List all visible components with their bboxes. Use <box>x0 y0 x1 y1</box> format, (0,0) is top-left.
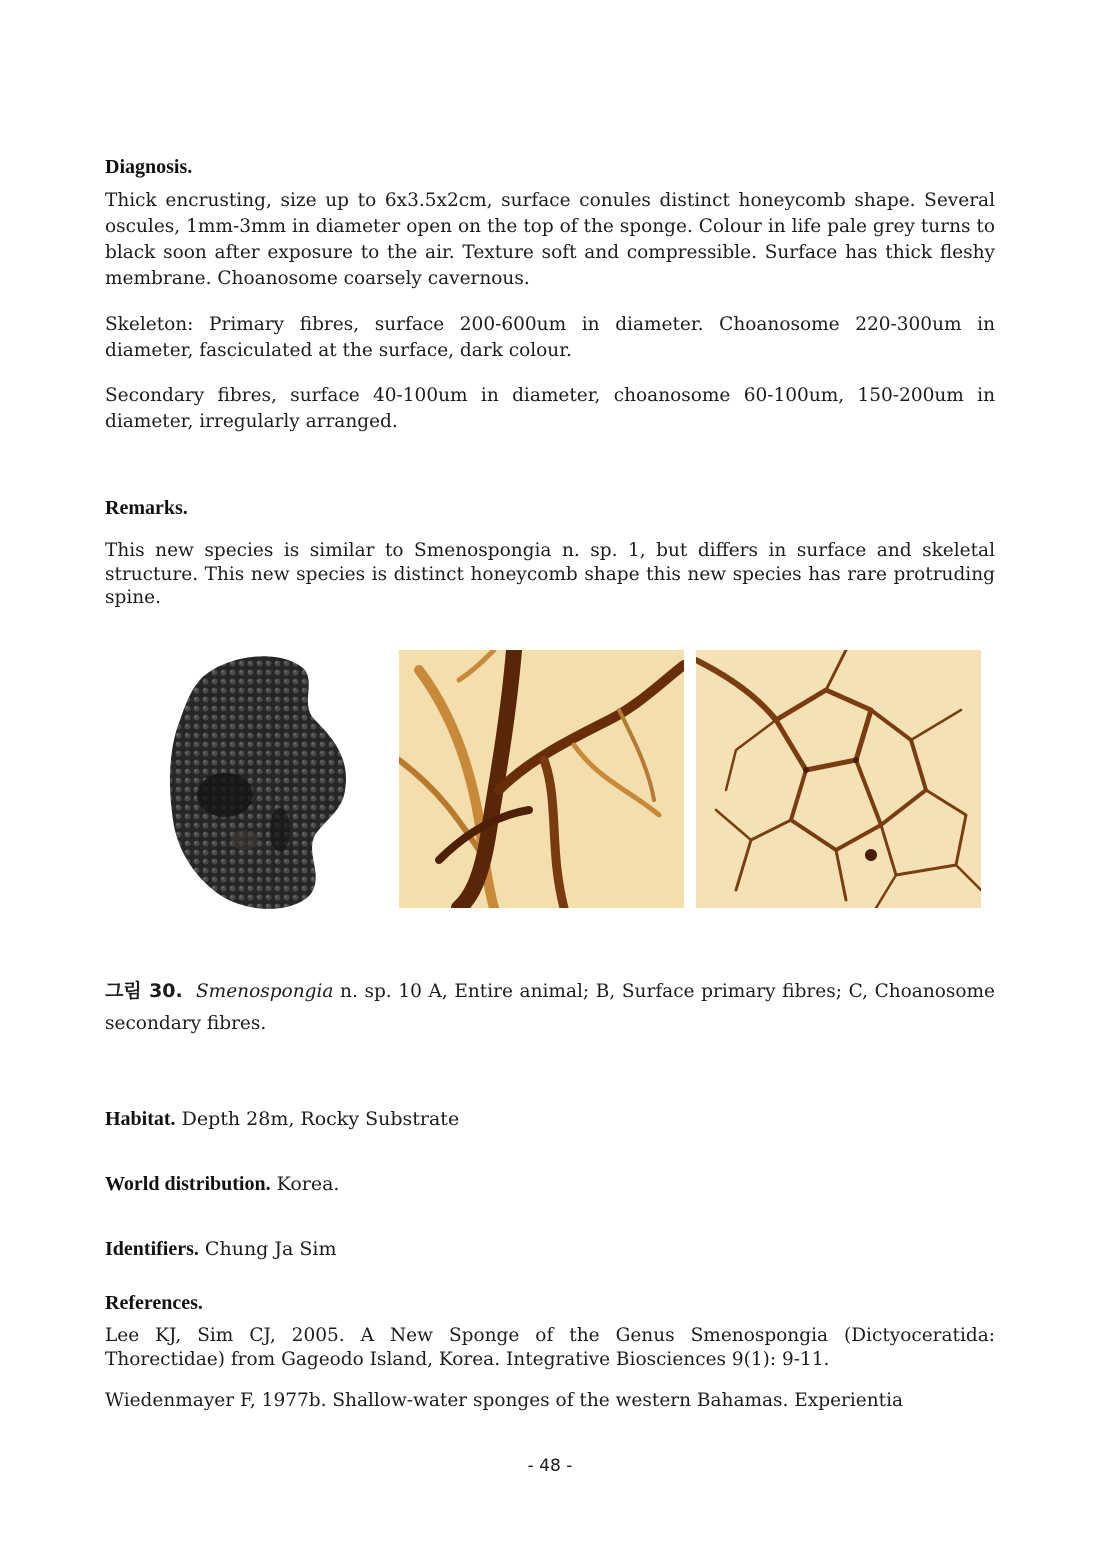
secondary-fibres-photo <box>696 650 981 908</box>
habitat-text: Depth 28m, Rocky Substrate <box>175 1108 460 1130</box>
figure-panel-a-entire-animal <box>165 650 357 915</box>
reference-lee-sim-2005: Lee KJ, Sim CJ, 2005. A New Sponge of the Genus Smenospongia (Dictyoceratida: Thorectidae) from Gageodo Island, Korea. Integrative Biosciences 9(1): 9-11. <box>105 1325 995 1370</box>
distribution-line <box>105 1173 339 1196</box>
diagnosis-heading: Diagnosis. <box>105 156 193 178</box>
primary-fibres-photo <box>399 650 684 908</box>
distribution-label: World distribution. <box>105 1173 271 1195</box>
distribution-text: Korea. <box>270 1173 340 1195</box>
page-number: - 48 - <box>527 1456 573 1476</box>
habitat-label: Habitat. <box>105 1108 176 1130</box>
figure-label: 그림 30. <box>105 980 183 1002</box>
identifiers-label: Identifiers. <box>105 1238 199 1260</box>
figure-genus: Smenospongia <box>196 981 334 1002</box>
identifiers-line <box>105 1238 336 1261</box>
remarks-heading: Remarks. <box>105 497 188 519</box>
diagnosis-paragraph: Thick encrusting, size up to 6x3.5x2cm, surface conules distinct honeycomb shape. Several oscules, 1mm-3mm in diameter open on the top of the sponge. Colour in life pale grey turns to black soon after exposure to the air. Texture soft and compressible. Surface has thick fleshy membrane. Choanosome coarsely cavernous. <box>105 190 995 289</box>
sponge-photo <box>165 650 357 915</box>
habitat-line <box>105 1108 459 1131</box>
figure-panel-b-primary-fibres <box>399 650 684 908</box>
secondary-fibres-paragraph: Secondary fibres, surface 40-100um in diameter, choanosome 60-100um, 150-200um in diameter, irregularly arranged. <box>105 385 995 432</box>
figure-caption-text: n. sp. 10 A, Entire animal; B, Surface primary fibres; C, Choanosome secondary fibres. <box>105 981 995 1034</box>
remarks-paragraph: This new species is similar to Smenospongia n. sp. 1, but differs in surface and skeletal structure. This new species is distinct honeycomb shape this new species has rare protruding spine. <box>105 540 995 608</box>
skeleton-paragraph: Skeleton: Primary fibres, surface 200-600um in diameter. Choanosome 220-300um in diameter, fasciculated at the surface, dark colour. <box>105 314 995 361</box>
figure-caption <box>105 975 995 1040</box>
reference-wiedenmayer-1977: Wiedenmayer F, 1977b. Shallow-water sponges of the western Bahamas. Experientia <box>105 1390 904 1411</box>
references-heading: References. <box>105 1292 203 1314</box>
identifiers-text: Chung Ja Sim <box>198 1238 337 1260</box>
figure-panel-c-secondary-fibres <box>696 650 981 908</box>
